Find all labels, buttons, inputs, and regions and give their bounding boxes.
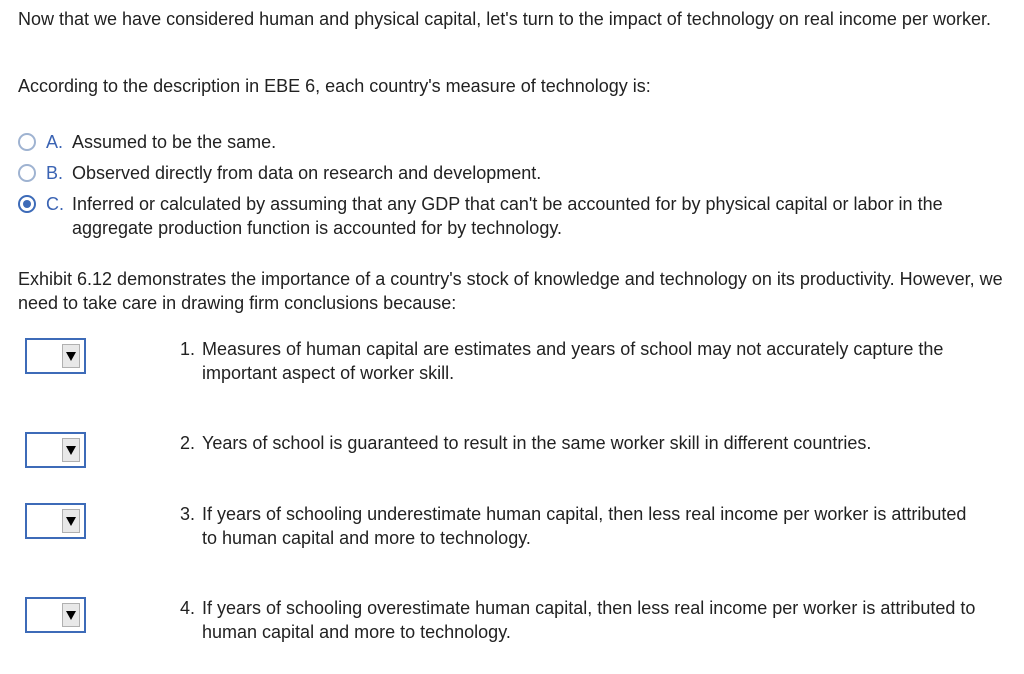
choice-a-text: Assumed to be the same. — [72, 132, 277, 152]
choice-b-radio[interactable] — [18, 164, 36, 182]
statement-1-number: 1. — [180, 339, 196, 359]
statement-4-dropdown[interactable] — [25, 597, 86, 633]
choice-b-letter: B. — [46, 163, 64, 183]
dropdown-arrow-icon[interactable] — [62, 509, 80, 533]
statement-2 — [180, 431, 984, 455]
statement-4-text: If years of schooling overestimate human capital, then less real income per worker is attributed to human capital and more to technology. — [202, 598, 976, 642]
choice-c-text: Inferred or calculated by assuming that any GDP that can't be accounted for by physical capital or labor in the aggregate production function is accounted for by technology. — [72, 194, 943, 238]
choice-a-radio[interactable] — [18, 133, 36, 151]
statement-4 — [180, 596, 984, 644]
intro-text: Now that we have considered human and physical capital, let's turn to the impact of technology on real income per worker. — [18, 9, 991, 29]
choice-c-radio[interactable] — [18, 195, 36, 213]
question-prompt: According to the description in EBE 6, each country's measure of technology is: — [18, 76, 651, 96]
statement-2-text: Years of school is guaranteed to result in the same worker skill in different countries. — [202, 433, 872, 453]
choice-b[interactable] — [18, 161, 1016, 185]
statement-2-dropdown[interactable] — [25, 432, 86, 468]
statement-3-dropdown[interactable] — [25, 503, 86, 539]
statement-3-text: If years of schooling underestimate human capital, then less real income per worker is attributed to human capital and more to technology. — [202, 504, 967, 548]
choice-b-text: Observed directly from data on research and development. — [72, 163, 542, 183]
statement-1-text: Measures of human capital are estimates and years of school may not accurately capture the important aspect of worker skill. — [202, 339, 944, 383]
statement-1 — [180, 337, 984, 385]
statement-2-number: 2. — [180, 433, 196, 453]
statement-4-number: 4. — [180, 598, 196, 618]
choice-c-letter: C. — [46, 194, 64, 214]
choice-a[interactable] — [18, 130, 1016, 154]
dropdown-arrow-icon[interactable] — [62, 344, 80, 368]
choice-a-letter: A. — [46, 132, 64, 152]
statement-3 — [180, 502, 984, 550]
dropdown-arrow-icon[interactable] — [62, 603, 80, 627]
choice-c[interactable] — [18, 192, 1016, 240]
dropdown-arrow-icon[interactable] — [62, 438, 80, 462]
statement-1-dropdown[interactable] — [25, 338, 86, 374]
statement-3-number: 3. — [180, 504, 196, 524]
exhibit-prompt: Exhibit 6.12 demonstrates the importance of a country's stock of knowledge and technology on its productivity. However, we need to take care in drawing firm conclusions because: — [18, 269, 1003, 313]
